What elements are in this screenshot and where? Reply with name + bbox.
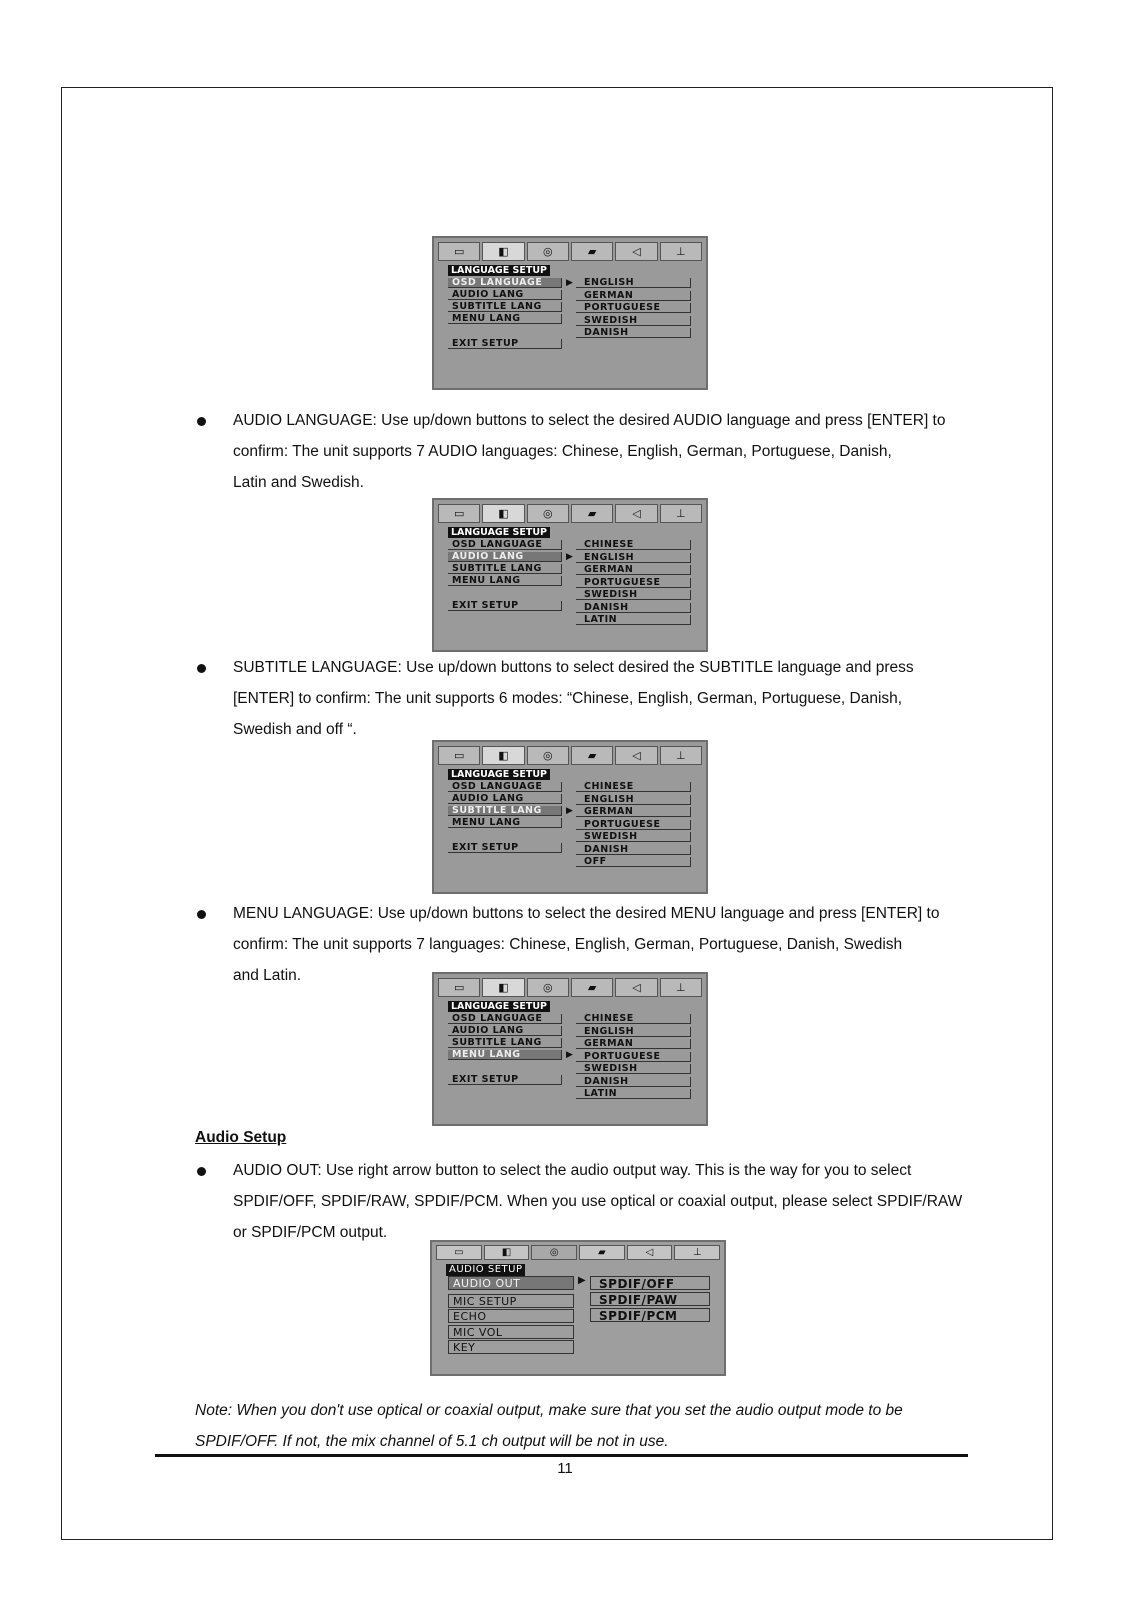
text-line: Note: When you don't use optical or coaxial output, make sure that you set the audio output mode to be [195, 1402, 903, 1419]
osd-option: GERMAN [576, 807, 691, 817]
osd-menu-item: AUDIO LANG [448, 1026, 562, 1036]
sound-icon: ◁ [615, 504, 657, 523]
osd-audio-lang [432, 498, 708, 652]
video-icon: ▰ [571, 746, 613, 765]
footer-rule [155, 1454, 968, 1457]
text-line: Latin and Swedish. [233, 474, 364, 491]
audio-language-paragraph [233, 405, 968, 498]
osd-option: GERMAN [576, 565, 691, 575]
text-line: AUDIO OUT: Use right arrow button to select the audio output way. This is the way for you to select [233, 1162, 912, 1179]
speaker-icon: ◧ [484, 1245, 530, 1260]
text-line: MENU LANGUAGE: Use up/down buttons to select the desired MENU language and press [ENTER] to [233, 905, 940, 922]
sound-icon: ◁ [615, 746, 657, 765]
arrow-right-icon: ▶ [566, 1050, 573, 1060]
osd-option: CHINESE [576, 782, 691, 792]
osd-option: ENGLISH [576, 1027, 691, 1037]
audio-setup-heading: Audio Setup [195, 1129, 287, 1146]
disc-icon: ◎ [527, 746, 569, 765]
osd-option: SWEDISH [576, 590, 691, 600]
osd-option: DANISH [576, 328, 691, 338]
arrow-right-icon: ▶ [578, 1275, 586, 1286]
osd-menu-item: OSD LANGUAGE [448, 278, 562, 288]
osd-tab-bar [438, 242, 702, 261]
osd-option: CHINESE [576, 540, 691, 550]
osd-menu-item: EXIT SETUP [448, 339, 562, 349]
arrow-right-icon: ▶ [566, 552, 573, 562]
osd-option: PORTUGUESE [576, 578, 691, 588]
osd-tab-bar [438, 504, 702, 523]
speaker-icon: ◧ [482, 746, 524, 765]
osd-option: PORTUGUESE [576, 1052, 691, 1062]
osd-option: SPDIF/OFF [590, 1276, 710, 1290]
osd-title: LANGUAGE SETUP [448, 265, 550, 276]
osd-menu-item: KEY [448, 1340, 574, 1354]
disc-icon: ◎ [527, 504, 569, 523]
osd-option: SPDIF/PCM [590, 1308, 710, 1322]
text-line: [ENTER] to confirm: The unit supports 6 modes: “Chinese, English, German, Portuguese, Danish, [233, 690, 903, 707]
osd-option: PORTUGUESE [576, 303, 691, 313]
arrow-right-icon: ▶ [566, 806, 573, 816]
osd-option: GERMAN [576, 1039, 691, 1049]
monitor-icon: ▭ [438, 978, 480, 997]
osd-menu-item: MENU LANG [448, 818, 562, 828]
audio-out-paragraph [233, 1155, 968, 1248]
osd-menu-item: SUBTITLE LANG [448, 806, 562, 816]
monitor-icon: ▭ [438, 504, 480, 523]
text-line: Swedish and off “. [233, 721, 357, 738]
speaker-icon: ◧ [482, 504, 524, 523]
osd-menu-item: MENU LANG [448, 314, 562, 324]
osd-title: LANGUAGE SETUP [448, 1001, 550, 1012]
osd-menu-item: EXIT SETUP [448, 601, 562, 611]
osd-menu-item: SUBTITLE LANG [448, 564, 562, 574]
arrow-right-icon: ▶ [566, 278, 573, 288]
osd-option: DANISH [576, 845, 691, 855]
osd-option: ENGLISH [576, 795, 691, 805]
osd-option: LATIN [576, 615, 691, 625]
sound-icon: ◁ [615, 978, 657, 997]
text-line: AUDIO LANGUAGE: Use up/down buttons to select the desired AUDIO language and press [ENTER] to [233, 412, 946, 429]
osd-language-setup-osd [432, 236, 708, 390]
osd-option: DANISH [576, 1077, 691, 1087]
bullet [197, 1167, 206, 1176]
osd-option: ENGLISH [576, 553, 691, 563]
osd-option: SWEDISH [576, 1064, 691, 1074]
page-number: 11 [557, 1460, 573, 1477]
osd-option: SWEDISH [576, 832, 691, 842]
osd-menu-item: EXIT SETUP [448, 843, 562, 853]
osd-menu-item: SUBTITLE LANG [448, 1038, 562, 1048]
osd-menu-item: MENU LANG [448, 576, 562, 586]
preference-icon: ⊥ [660, 978, 702, 997]
osd-option: LATIN [576, 1089, 691, 1099]
subtitle-language-paragraph [233, 652, 968, 745]
monitor-icon: ▭ [438, 746, 480, 765]
monitor-icon: ▭ [438, 242, 480, 261]
osd-title: LANGUAGE SETUP [448, 527, 550, 538]
osd-menu-item: OSD LANGUAGE [448, 782, 562, 792]
text-line: confirm: The unit supports 7 AUDIO languages: Chinese, English, German, Portuguese, Danish, [233, 443, 892, 460]
osd-option: GERMAN [576, 291, 691, 301]
disc-icon: ◎ [527, 978, 569, 997]
video-icon: ▰ [571, 978, 613, 997]
osd-title: LANGUAGE SETUP [448, 769, 550, 780]
osd-option: OFF [576, 857, 691, 867]
osd-option: CHINESE [576, 1014, 691, 1024]
video-icon: ▰ [571, 242, 613, 261]
note-paragraph [195, 1395, 968, 1457]
osd-audio-setup [430, 1240, 726, 1376]
bullet [197, 664, 206, 673]
preference-icon: ⊥ [674, 1245, 720, 1260]
osd-option: PORTUGUESE [576, 820, 691, 830]
text-line: confirm: The unit supports 7 languages: Chinese, English, German, Portuguese, Danish, Swedish [233, 936, 903, 953]
osd-menu-item: MIC SETUP [448, 1294, 574, 1308]
text-line: SUBTITLE LANGUAGE: Use up/down buttons to select desired the SUBTITLE language and press [233, 659, 914, 676]
osd-tab-bar [438, 978, 702, 997]
osd-menu-item: SUBTITLE LANG [448, 302, 562, 312]
osd-menu-lang [432, 972, 708, 1126]
osd-option: ENGLISH [576, 278, 691, 288]
text-line: SPDIF/OFF, SPDIF/RAW, SPDIF/PCM. When you use optical or coaxial output, please select SPDIF/RAW [233, 1193, 963, 1210]
bullet [197, 910, 206, 919]
video-icon: ▰ [571, 504, 613, 523]
video-icon: ▰ [579, 1245, 625, 1260]
osd-menu-item: AUDIO LANG [448, 794, 562, 804]
monitor-icon: ▭ [436, 1245, 482, 1260]
speaker-icon: ◧ [482, 978, 524, 997]
osd-option: SPDIF/PAW [590, 1292, 710, 1306]
preference-icon: ⊥ [660, 504, 702, 523]
osd-menu-item: ECHO [448, 1309, 574, 1323]
osd-menu-item: MIC VOL [448, 1325, 574, 1339]
osd-menu-item: MENU LANG [448, 1050, 562, 1060]
osd-tab-bar [438, 746, 702, 765]
text-line: SPDIF/OFF. If not, the mix channel of 5.1 ch output will be not in use. [195, 1433, 669, 1450]
osd-subtitle-lang [432, 740, 708, 894]
osd-title: AUDIO SETUP [446, 1264, 525, 1276]
osd-menu-item: AUDIO LANG [448, 552, 562, 562]
osd-menu-item: OSD LANGUAGE [448, 1014, 562, 1024]
osd-menu-item: OSD LANGUAGE [448, 540, 562, 550]
disc-icon: ◎ [527, 242, 569, 261]
sound-icon: ◁ [615, 242, 657, 261]
preference-icon: ⊥ [660, 746, 702, 765]
disc-icon: ◎ [531, 1245, 577, 1260]
bullet [197, 417, 206, 426]
osd-option: SWEDISH [576, 316, 691, 326]
sound-icon: ◁ [627, 1245, 673, 1260]
text-line: and Latin. [233, 967, 302, 984]
speaker-icon: ◧ [482, 242, 524, 261]
preference-icon: ⊥ [660, 242, 702, 261]
osd-option: DANISH [576, 603, 691, 613]
osd-menu-item: EXIT SETUP [448, 1075, 562, 1085]
osd-menu-item: AUDIO OUT [448, 1276, 574, 1290]
osd-tab-bar [436, 1245, 720, 1260]
text-line: or SPDIF/PCM output. [233, 1224, 388, 1241]
osd-menu-item: AUDIO LANG [448, 290, 562, 300]
